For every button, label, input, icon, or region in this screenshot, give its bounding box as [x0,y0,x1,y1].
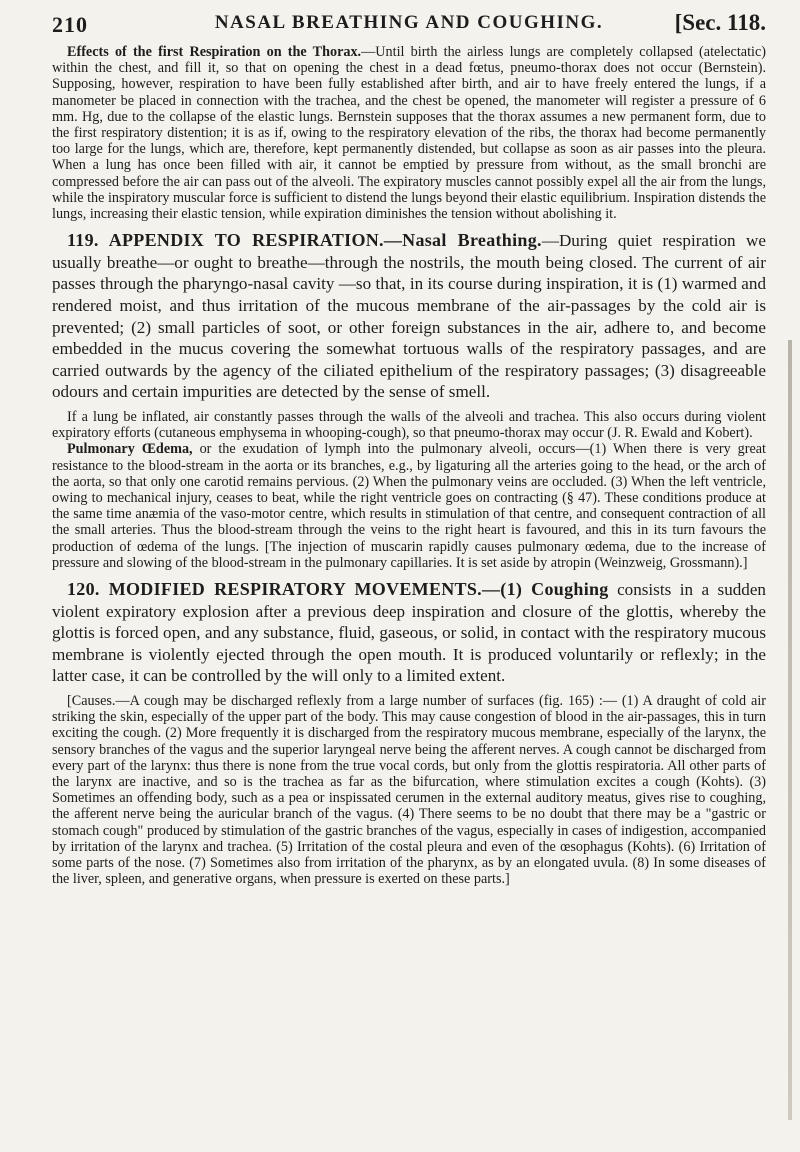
section-120-paragraph [52,579,766,687]
cough-causes-note: [Causes.—A cough may be discharged reflexly from a large number of surfaces (fig. 165) :— (1) A draught of cold air striking the skin, especially of the upper part of the body. This may cause congestion of blood in the air-passages, this in turn exciting the cough. (2) More frequently it is discharged from the respiratory mucous membrane, especially of the larynx, the sensory branches of the vagus and the superior laryngeal nerve being the afferent nerves. A cough cannot be discharged from every part of the larynx: thus there is none from the true vocal cords, but only from the glottis respiratoria. All other parts of the larynx are inactive, and so is the trachea as far as the bifurcation, where stimulation excites a cough (Kohts). (3) Sometimes an offending body, such as a pea or inspissated cerumen in the external auditory meatus, gives rise to coughing, the afferent nerve being the auricular branch of the vagus. (4) There seems to be no doubt that there may be a "gastric or stomach cough" produced by stimulation of the gastric branches of the vagus, especially in cases of indigestion, accompanied by irritation of the larynx and trachea. (5) Irritation of the costal pleura and even of the œsophagus (Kohts). (6) Irritation of some parts of the nose. (7) Sometimes also from irritation of the pharynx, as by an elongated uvula. (8) In some diseases of the liver, spleen, and generative organs, when pressure is exerted on these parts.] [52,692,766,888]
first-respiration-heading: Effects of the first Respiration on the Thorax. [67,44,362,60]
section-reference: [Sec. 118. [674,10,766,35]
pulmonary-oedema-paragraph [52,441,766,571]
inflation-note: If a lung be inflated, air constantly passes through the walls of the alveoli and trachea. This also occurs during violent expiratory efforts (cutaneous emphysema in whooping-cough), so that pneumo-thorax may occur (J. R. Ewald and Kobert). [52,408,766,442]
first-respiration-text: —Until birth the airless lungs are completely collapsed (atelectatic) within the chest, and fill it, so that on opening the chest in a dead fœtus, pneumo-thorax does not occur (Bernstein). Supposing, however, respiration to have been fully established after birth, and air to have freely entered the lungs, if a manometer be placed in connection with the trachea, and the chest be opened, the manometer will register a pressure of 6 mm. Hg, due to the collapse of the elastic lungs. Bernstein supposes that the thorax assumes a new permanent form, due to the first respiratory distention; it is as if, owing to the respiratory elevation of the ribs, the thorax had become permanently too large for the lungs, which are, therefore, kept permanently distended, but collapse as soon as air passes into the pleura. When a lung has once been filled with air, it cannot be emptied by pressure from without, as the small bronchi are compressed before the air can pass out of the alveoli. The expiratory muscles cannot possibly expel all the air from the lungs, while the inspiratory muscular force is sufficient to distend the lungs beyond their elastic equilibrium. Inspiration distends the lungs, increasing their elastic tension, while expiration diminishes the tension without abolishing it. [52,44,766,223]
section-119-paragraph [52,230,766,403]
page-header [52,4,766,44]
section-120-heading: 120. MODIFIED RESPIRATORY MOVEMENTS.—(1) Coughing [67,579,609,600]
page-number: 210 [52,12,88,37]
section-119-text: —During quiet respiration we usually breathe—or ought to breathe—through the nostrils, the mouth being closed. The current of air passes through the pharyngo-nasal cavity —so that, in its course during inspiration, it is (1) warmed and rendered moist, and thus irritation of the mucous membrane of the air-passages by the cold air is prevented; (2) small particles of soot, or other foreign substances in the air, adhere to, and become embedded in the mucus covering the somewhat tortuous walls of the respiratory passages, and are carried outwards by the agency of the ciliated epithelium of the respiratory passages; (3) disagreeable odours and certain impurities are detected by the sense of smell. [52,231,766,402]
page-edge-shadow [788,340,792,1120]
pulmonary-oedema-heading: Pulmonary Œdema, [67,441,193,458]
first-respiration-paragraph [52,44,766,222]
section-119-heading: 119. APPENDIX TO RESPIRATION.—Nasal Breathing. [67,230,542,251]
pulmonary-oedema-text: or the exudation of lymph into the pulmonary alveoli, occurs—(1) When there is very great resistance to the blood-stream in the aorta or its branches, e.g., by ligaturing all the arteries going to the head, or the arch of the aorta, so that only one carotid remains pervious. (2) When the pulmonary veins are occluded. (3) When the left ventricle, owing to mechanical injury, ceases to beat, while the right ventricle goes on contracting (§ 47). These conditions produce at the same time anæmia of the vaso-motor centre, which results in stimulation of that centre, and consequent contraction of all the small arteries. Thus the blood-stream through the veins to the right heart is favoured, and this in its turn favours the production of œdema of the lungs. [The injection of muscarin rapidly causes pulmonary œdema, due to the increase of pressure and slowing of the blood-stream in the pulmonary capillaries. It is set aside by atropin (Weinzweig, Grossmann).] [52,441,766,571]
running-title: NASAL BREATHING AND COUGHING. [214,12,604,33]
book-page [52,0,766,887]
section-120-text: consists in a sudden violent expiratory explosion after a previous deep inspiration and closure of the glottis, whereby the glottis is forced open, and any substance, fluid, gaseous, or solid, in contact with the respiratory mucous membrane is violently ejected through the open mouth. It is produced voluntarily or reflexly; in the latter case, it can be controlled by the will only to a limited extent. [52,580,766,686]
